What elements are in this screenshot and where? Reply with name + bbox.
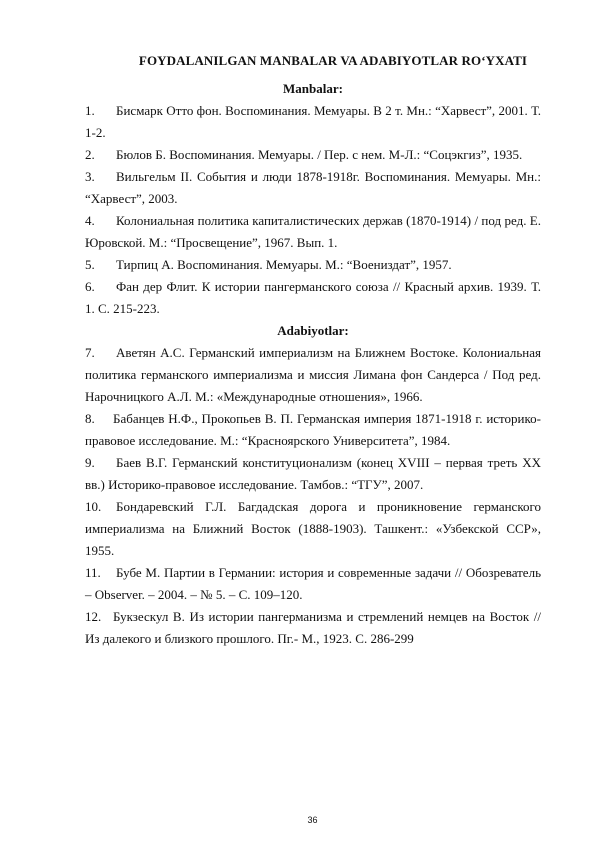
source-entry [85,254,541,276]
literature-entry [85,496,541,562]
entry-text: Бюлов Б. Воспоминания. Мемуары. / Пер. с нем. М-Л.: “Соцэкгиз”, 1935. [116,147,523,162]
entry-number: 9. [85,455,95,470]
entry-number: 10. [85,499,102,514]
literature-entry [85,342,541,408]
sources-heading: Manbalar: [283,81,343,96]
literature-entry [85,562,541,606]
document-page [85,50,541,650]
entry-number: 2. [85,147,95,162]
literature-entry [85,452,541,496]
source-entry [85,276,541,320]
entry-number: 7. [85,345,95,360]
entry-number: 11. [85,565,101,580]
literature-heading: Adabiyotlar: [277,323,349,338]
entry-number: 4. [85,213,95,228]
page-number: 36 [307,815,318,825]
entry-number: 3. [85,169,95,184]
literature-entry [85,408,541,452]
document-title: FOYDALANILGAN MANBALAR VA ADABIYOTLAR RO‘YXATI [138,53,528,68]
entry-number: 12. [85,609,102,624]
entry-number: 6. [85,279,95,294]
source-entry [85,210,541,254]
literature-list [85,342,541,650]
entry-text: Бабанцев Н.Ф., Прокопьев В. П. Германская империя 1871-1918 г. историко-правовое исследование. М.: “Красноярского Университета”, 1984. [85,411,541,448]
entry-text: Фан дер Флит. К истории пангерманского союза // Красный архив. 1939. Т. 1. С. 215-223. [85,279,541,316]
entry-number: 8. [85,411,95,426]
entry-text: Колониальная политика капиталистических держав (1870-1914) / под ред. Е. Юровской. М.: “Просвещение”, 1967. Вып. 1. [85,213,541,250]
literature-entry [85,606,541,650]
entry-text: Баев В.Г. Германский конституционализм (конец XVIII – первая треть XX вв.) Историко-правовое исследование. Тамбов.: “ТГУ”, 2007. [85,455,541,492]
entry-text: Бубе М. Партии в Германии: история и современные задачи // Обозреватель – Observer. – 2004. – № 5. – С. 109–120. [85,565,541,602]
entry-number: 5. [85,257,95,272]
source-entry [85,166,541,210]
entry-text: Тирпиц А. Воспоминания. Мемуары. М.: “Воениздат”, 1957. [116,257,452,272]
entry-text: Аветян А.С. Германский империализм на Ближнем Востоке. Колониальная политика германского империализма и миссия Лимана фон Сандерса / Под ред. Нарочницкого А.Л. М.: «Международные отношения», 1966. [85,345,541,404]
source-entry [85,100,541,144]
entry-text: Букзескул В. Из истории пангерманизма и стремлений немцев на Восток // Из далекого и близкого прошлого. Пг.- М., 1923. С. 286-299 [85,609,541,646]
entry-text: Вильгельм II. События и люди 1878-1918г. Воспоминания. Мемуары. Мн.: “Харвест”, 2003. [85,169,541,206]
entry-text: Бисмарк Отто фон. Воспоминания. Мемуары. В 2 т. Мн.: “Харвест”, 2001. Т. 1-2. [85,103,541,140]
sources-list [85,100,541,320]
source-entry [85,144,541,166]
entry-number: 1. [85,103,95,118]
entry-text: Бондаревский Г.Л. Багдадская дорога и проникновение германского империализма на Ближний Восток (1888-1903). Ташкент.: «Узбекской ССР», 1955. [85,499,541,558]
